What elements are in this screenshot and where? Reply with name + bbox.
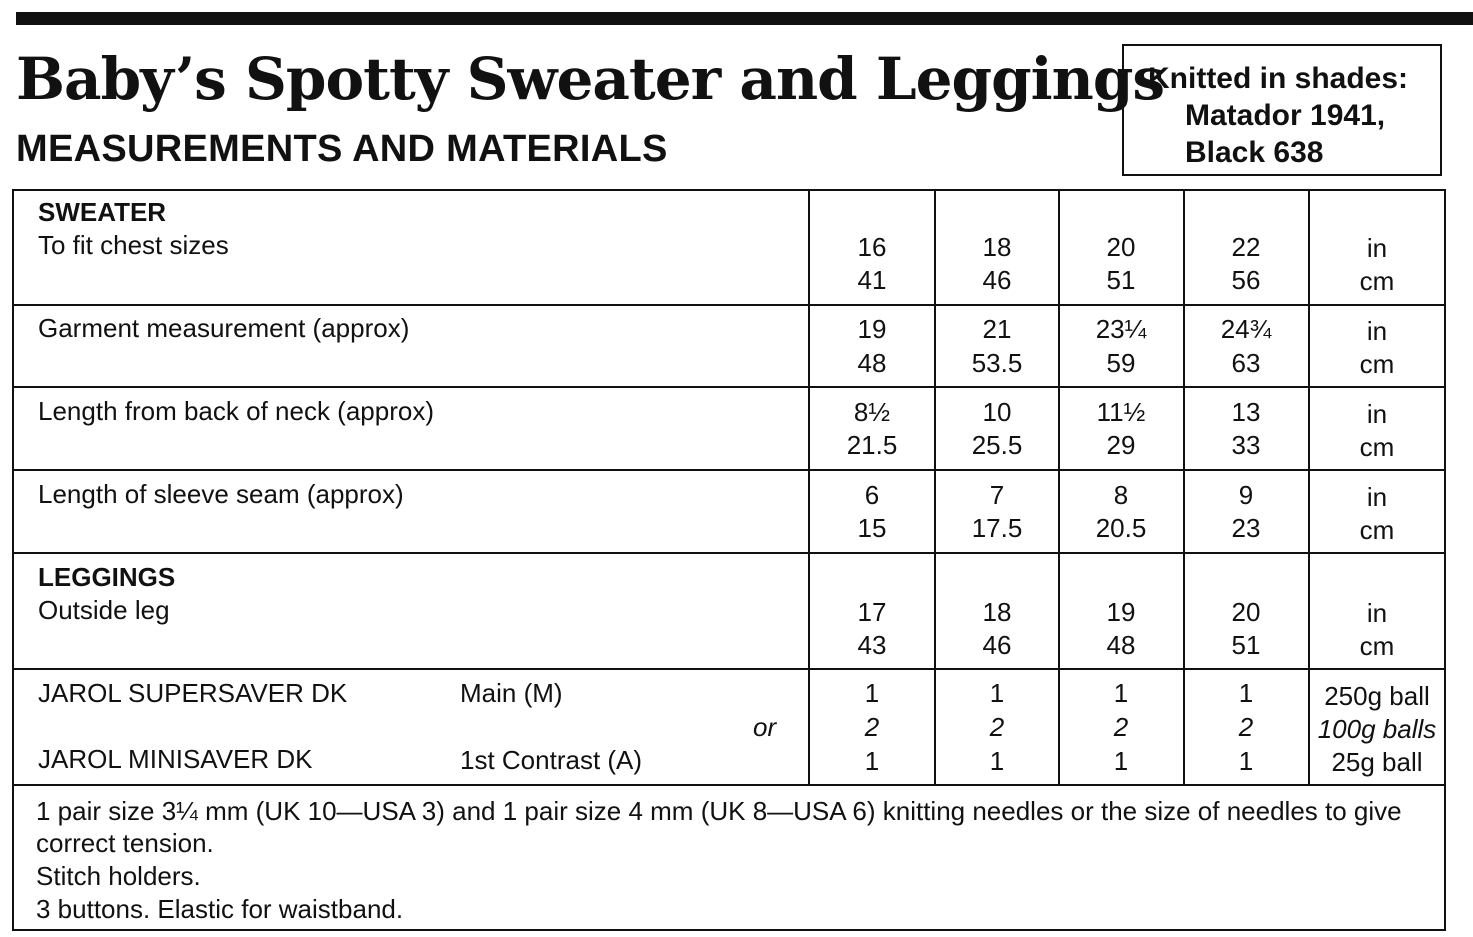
yarn-row2-size-3: 2: [1113, 712, 1129, 742]
yarn-row2-size-2: 2: [989, 712, 1005, 742]
yarn-row1-size-1: 1: [864, 678, 880, 708]
leg-unit-in: in: [1366, 598, 1388, 628]
leg-cm-size-4: 51: [1231, 630, 1261, 660]
yarn-row1-size-3: 1: [1113, 678, 1129, 708]
chest-unit-cm: cm: [1359, 266, 1395, 296]
shades-line-3: Black 638: [1185, 136, 1324, 169]
leg-in-size-1: 17: [857, 597, 887, 627]
yarn-row3-unit: 25g ball: [1331, 747, 1423, 777]
sleeve-in-size-1: 6: [864, 480, 880, 510]
length-in-size-4: 13: [1231, 397, 1261, 427]
chest-in-size-1: 16: [857, 232, 887, 262]
leg-cm-size-1: 43: [857, 630, 887, 660]
garment-in-size-4: 24¾: [1220, 314, 1272, 344]
yarn-row2-size-4: 2: [1238, 712, 1254, 742]
sleeve-cm-size-2: 17.5: [971, 513, 1023, 543]
yarn-row1-size-2: 1: [989, 678, 1005, 708]
leg-cm-size-2: 46: [982, 630, 1012, 660]
leg-in-size-2: 18: [982, 597, 1012, 627]
length-cm-size-4: 33: [1231, 430, 1261, 460]
length-unit-in: in: [1366, 399, 1388, 429]
chest-in-size-2: 18: [982, 232, 1012, 262]
chest-in-size-3: 20: [1106, 232, 1136, 262]
yarn-minisaver-label: JAROL MINISAVER DK: [38, 744, 313, 774]
yarn-row2-unit: 100g balls: [1317, 714, 1437, 744]
outside-leg-label: Outside leg: [38, 595, 170, 625]
chest-cm-size-3: 51: [1106, 265, 1136, 295]
yarn-contrast-label: 1st Contrast (A): [460, 745, 643, 775]
length-in-size-1: 8½: [853, 397, 891, 427]
yarn-row1-size-4: 1: [1238, 678, 1254, 708]
leg-cm-size-3: 48: [1106, 630, 1136, 660]
sleeve-label: Length of sleeve seam (approx): [38, 479, 404, 509]
garment-unit-in: in: [1366, 316, 1388, 346]
row-divider: [12, 386, 1446, 388]
notes-line-4: 3 buttons. Elastic for waistband.: [36, 894, 404, 924]
length-cm-size-2: 25.5: [971, 430, 1023, 460]
sleeve-cm-size-3: 20.5: [1095, 513, 1147, 543]
notes-line-2: correct tension.: [36, 828, 214, 858]
garment-in-size-3: 23¼: [1095, 314, 1147, 344]
yarn-row3-size-1: 1: [864, 746, 880, 776]
yarn-main-label: Main (M): [460, 678, 563, 708]
section-subtitle: MEASUREMENTS AND MATERIALS: [16, 128, 668, 170]
sweater-heading: SWEATER: [38, 197, 167, 227]
row-divider: [12, 304, 1446, 306]
page-title: Baby’s Spotty Sweater and Leggings: [16, 45, 1165, 113]
chest-unit-in: in: [1366, 233, 1388, 263]
sleeve-in-size-3: 8: [1113, 480, 1129, 510]
chest-cm-size-1: 41: [857, 265, 887, 295]
shades-line-2: Matador 1941,: [1185, 99, 1386, 132]
length-in-size-2: 10: [982, 397, 1012, 427]
row-divider: [12, 668, 1446, 670]
leg-in-size-3: 19: [1106, 597, 1136, 627]
chest-label: To fit chest sizes: [38, 230, 229, 260]
yarn-row3-size-2: 1: [989, 746, 1005, 776]
shades-line-1: Knitted in shades:: [1148, 62, 1409, 95]
yarn-row1-unit: 250g ball: [1324, 681, 1430, 711]
sleeve-cm-size-1: 15: [857, 513, 887, 543]
length-in-size-3: 11½: [1096, 397, 1146, 427]
sleeve-unit-in: in: [1366, 482, 1388, 512]
row-divider: [12, 469, 1446, 471]
row-divider: [12, 552, 1446, 554]
length-label: Length from back of neck (approx): [38, 396, 434, 426]
yarn-row3-size-3: 1: [1113, 746, 1129, 776]
length-unit-cm: cm: [1359, 432, 1395, 462]
sleeve-in-size-4: 9: [1238, 480, 1254, 510]
leg-unit-cm: cm: [1359, 631, 1395, 661]
sleeve-cm-size-4: 23: [1231, 513, 1261, 543]
notes-line-3: Stitch holders.: [36, 861, 201, 891]
yarn-supersaver-label: JAROL SUPERSAVER DK: [38, 678, 348, 708]
length-cm-size-3: 29: [1106, 430, 1136, 460]
chest-cm-size-4: 56: [1231, 265, 1261, 295]
leg-in-size-4: 20: [1231, 597, 1261, 627]
top-rule: [16, 12, 1473, 25]
sleeve-in-size-2: 7: [989, 480, 1005, 510]
garment-in-size-1: 19: [857, 314, 887, 344]
chest-cm-size-2: 46: [982, 265, 1012, 295]
sleeve-unit-cm: cm: [1359, 515, 1395, 545]
chest-in-size-4: 22: [1231, 232, 1261, 262]
leggings-heading: LEGGINGS: [38, 562, 176, 592]
yarn-row2-size-1: 2: [864, 712, 880, 742]
notes-line-1: 1 pair size 3¼ mm (UK 10—USA 3) and 1 pair size 4 mm (UK 8—USA 6) knitting needles or the size of needles to give: [36, 796, 1402, 826]
garment-cm-size-1: 48: [857, 348, 887, 378]
yarn-or-label: or: [753, 712, 777, 742]
garment-in-size-2: 21: [982, 314, 1012, 344]
garment-unit-cm: cm: [1359, 349, 1395, 379]
garment-label: Garment measurement (approx): [38, 313, 410, 343]
shades-box: [1122, 44, 1442, 176]
yarn-row3-size-4: 1: [1238, 746, 1254, 776]
garment-cm-size-3: 59: [1106, 348, 1136, 378]
length-cm-size-1: 21.5: [846, 430, 898, 460]
garment-cm-size-2: 53.5: [971, 348, 1023, 378]
garment-cm-size-4: 63: [1231, 348, 1261, 378]
row-divider: [12, 784, 1446, 786]
